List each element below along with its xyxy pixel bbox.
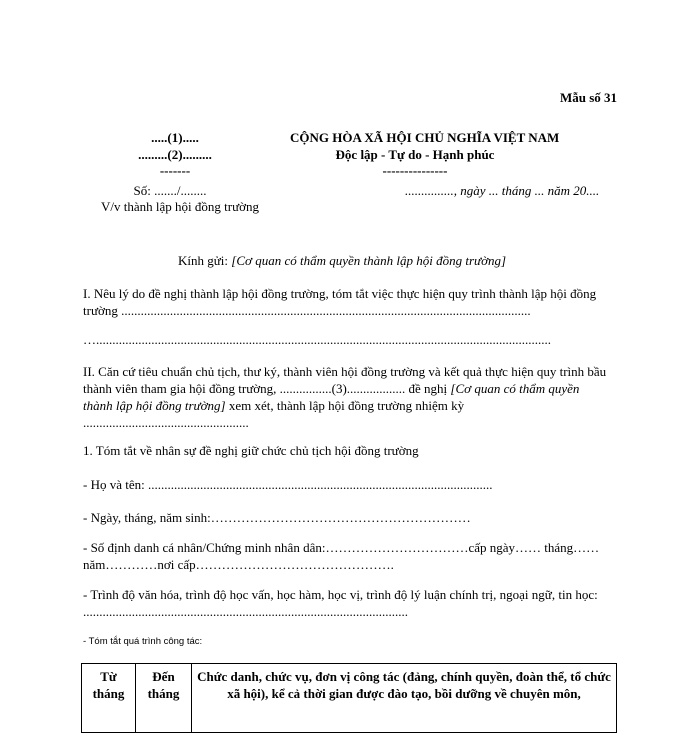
field-date-of-birth: - Ngày, tháng, năm sinh:…………………………………………………… [83,510,471,525]
section-2-text [83,363,611,431]
nation-title: CỘNG HÒA XÃ HỘI CHỦ NGHĨA VIỆT NAM [290,130,560,145]
header-to-month: Đến tháng [136,664,192,733]
section-2-part-2: xem xét, thành lập hội đồng trường nhiệm kỳ ................................................... [83,398,465,430]
work-history-table [81,663,617,733]
nation-dashes: --------------- [382,163,448,178]
section-1-text: I. Nêu lý do đề nghị thành lập hội đồng trường, tóm tắt việc thực hiện quy trình thành lập hội đồng trường .............................................................................................................................. [83,286,597,318]
greeting-label: Kính gửi: [178,253,229,268]
agency-dashes: ------- [159,163,191,178]
document-number: Số: ......./........ [133,183,207,198]
header-from-month: Từ tháng [82,664,136,733]
field-full-name: - Họ và tên: .......................................................................................................... [83,477,493,492]
greeting-recipient: [Cơ quan có thẩm quyền thành lập hội đồng trường] [231,253,507,268]
section-2-part-1: II. Căn cứ tiêu chuẩn chủ tịch, thư ký, thành viên hội đồng trường và kết quả thực hiện quy trình bầu thành viên tham gia hội đồng trường, ................(3).................. đề nghị [83,364,607,396]
field-id-number: - Số định danh cá nhân/Chứng minh nhân dân:……………………………cấp ngày…… tháng……năm…………nơi cấp………………………………………. [83,540,600,572]
agency-line-1: .....(1)..... [151,130,199,145]
greeting [178,253,506,269]
header-position: Chức danh, chức vụ, đơn vị công tác (đảng, chính quyền, đoàn thể, tổ chức xã hội), kể cả thời gian được đào tạo, bồi dưỡng về chuyên môn, [192,664,617,733]
place-date: ..............., ngày ... tháng ... năm 20.... [405,183,600,198]
section-1-dots: …............................................................................................................................................ [83,332,551,347]
section-2-recipient: [Cơ quan có thẩm quyền thành lập hội đồng trường] [83,381,580,413]
item-1-title: 1. Tóm tắt về nhân sự đề nghị giữ chức chủ tịch hội đồng trường [83,443,419,458]
document-subject: V/v thành lập hội đồng trường [101,199,259,214]
work-summary-label: - Tóm tắt quá trình công tác: [83,636,203,647]
form-number: Mẫu số 31 [559,90,617,105]
agency-line-2: .........(2)......... [138,147,212,162]
field-education: - Trình độ văn hóa, trình độ học vấn, học hàm, học vị, trình độ lý luận chính trị, ngoại ngữ, tin học: .................................................................................................... [83,587,598,619]
nation-motto: Độc lập - Tự do - Hạnh phúc [335,147,495,162]
table-header-row [82,664,617,733]
